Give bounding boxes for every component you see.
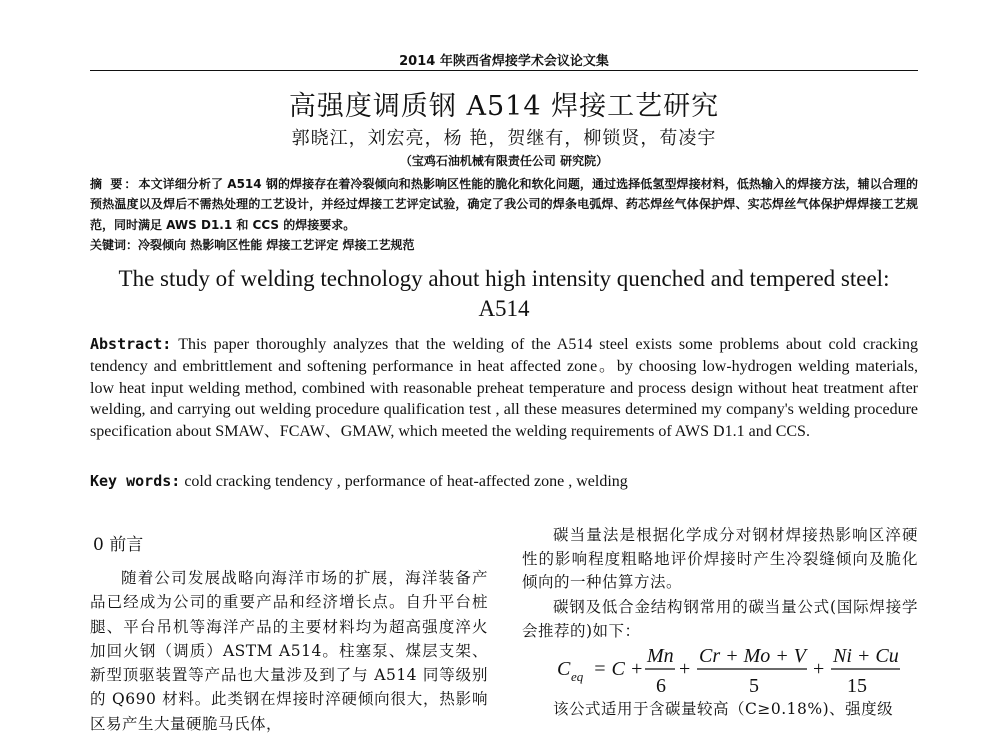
affiliation: （宝鸡石油机械有限责任公司 研究院）: [399, 154, 609, 168]
carbon-equivalent-formula: [555, 638, 935, 698]
formula-plus-1: +: [679, 658, 691, 680]
keywords-cn-label: 关键词：: [90, 238, 139, 252]
header-rule: [90, 70, 918, 71]
keywords-cn: [90, 235, 918, 255]
abstract-cn: [90, 174, 918, 235]
formula-term2-denominator: 5: [749, 675, 759, 697]
section-heading-intro: 0 前言: [93, 535, 144, 555]
formula-plus-2: +: [813, 658, 825, 680]
formula-term1-numerator: Mn: [647, 645, 674, 667]
abstract-cn-text: 本文详细分析了 A514 钢的焊接存在着冷裂倾向和热影响区性能的脆化和软化问题，通过选择低氢型焊接材料，低热输入的焊接方法，辅以合理的预热温度以及焊后不需热处理的工艺设计，并经过焊接工艺评定试验，确定了我公司的焊条电弧焊、药芯焊丝气体保护焊、实芯焊丝气体保护焊焊接工艺规范，同时满足 AWS D1.1 和 CCS 的焊接要求。: [90, 177, 918, 232]
formula-term3-numerator: Ni + Cu: [833, 645, 899, 667]
formula-term2-numerator: Cr + Mo + V: [699, 645, 806, 667]
formula-intro-paragraph: 碳钢及低合金结构钢常用的碳当量公式(国际焊接学会推荐的)如下：: [522, 598, 918, 640]
carbon-equivalent-paragraph: 碳当量法是根据化学成分对钢材焊接热影响区淬硬性的影响程度粗略地评价焊接时产生冷裂缝倾向及脆化倾向的一种估算方法。: [522, 526, 918, 591]
paper-title-en-line1: The study of welding technology ahout high intensity quenched and tempered steel:: [118, 266, 890, 291]
formula-lhs: C: [557, 658, 571, 680]
abstract-en: [90, 334, 918, 443]
formula-equals: = C +: [593, 658, 644, 680]
abstract-en-text: This paper thoroughly analyzes that the welding of the A514 steel exists some problems about cold cracking tendency and embrittlement and softening performance in heat affected zone。by choosing low-hydrogen welding materials, low heat input welding method, combined with reasonable preheat temperature and process design without heat treatment after welding, and carrying out welding procedure qualification test , all these measures determined my company's welding procedure specification about SMAW、FCAW、GMAW, which meeted the welding requirements of AWS D1.1 and CCS.: [90, 336, 918, 441]
keywords-en-text: cold cracking tendency , performance of heat-affected zone , welding: [184, 473, 628, 490]
formula-term1-denominator: 6: [656, 675, 666, 697]
author-list: 郭晓江，刘宏亮，杨 艳，贺继有，柳锁贤，荀凌宇: [291, 128, 717, 149]
intro-paragraph: 随着公司发展战略向海洋市场的扩展，海洋装备产品已经成为公司的重要产品和经济增长点。自升平台桩腿、平台吊机等海洋产品的主要材料均为超高强度淬火加回火钢（调质）ASTM A514。柱塞泵、煤层支架、新型顶驱装置等产品也大量涉及到了与 A514 同等级别的 Q690 材料。此类钢在焊接时淬硬倾向很大，热影响区易产生大量硬脆马氏体，: [90, 569, 488, 733]
paper-title-cn: 高强度调质钢 A514 焊接工艺研究: [288, 91, 720, 122]
formula-applicability-paragraph: 该公式适用于含碳量较高（C≥0.18%)、强度级: [553, 700, 894, 718]
formula-term3-denominator: 15: [847, 675, 867, 697]
paper-title-en: [90, 264, 918, 324]
formula-lhs-subscript: eq: [571, 669, 584, 684]
keywords-en-label: Key words:: [90, 472, 181, 490]
keywords-cn-text: 冷裂倾向 热影响区性能 焊接工艺评定 焊接工艺规范: [138, 238, 415, 252]
keywords-en: [90, 470, 918, 493]
running-header: 2014 年陕西省焊接学术会议论文集: [399, 54, 609, 69]
abstract-cn-label: 摘 要：: [90, 177, 139, 191]
abstract-en-label: Abstract:: [90, 335, 172, 353]
paper-title-en-line2: A514: [478, 296, 530, 321]
